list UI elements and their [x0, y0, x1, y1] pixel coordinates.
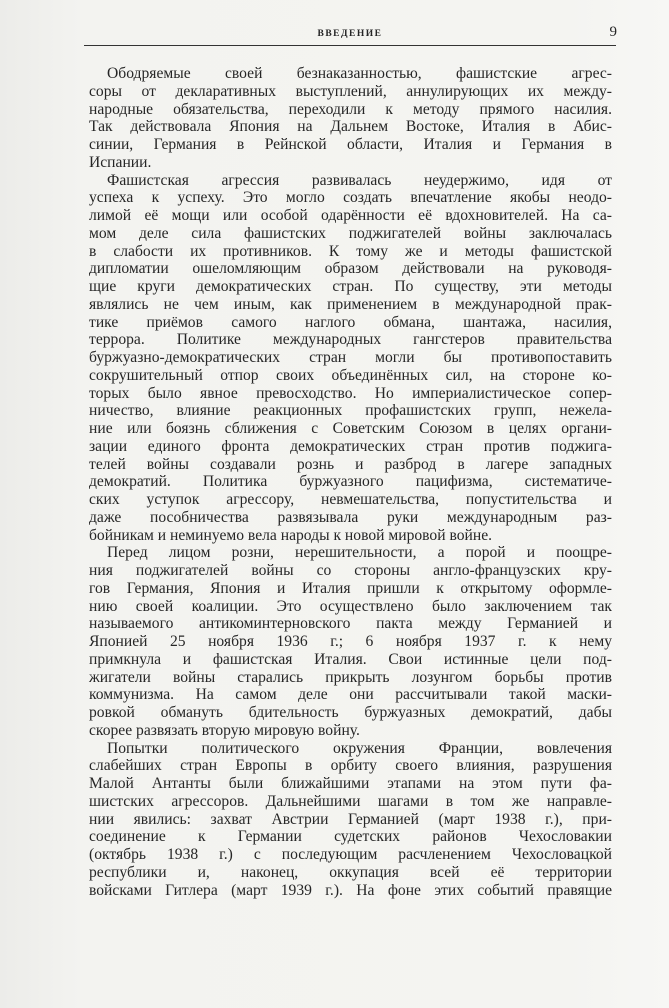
- text-line: соединение к Германии судетских районов Чехословакии: [89, 828, 612, 846]
- text-line: называемого антикоминтерновского пакта между Германией и: [89, 615, 612, 633]
- text-line: примкнула и фашистская Италия. Свои истинные цели под-: [89, 650, 612, 668]
- paragraph: [89, 172, 612, 545]
- text-line: демократий. Политика буржуазного пацифизма, систематиче-: [89, 473, 612, 491]
- text-line: успеха к успеху. Это могло создать впечатление якобы неодо-: [89, 189, 612, 207]
- text-line: (октябрь 1938 г.) с последующим расчленением Чехословацкой: [89, 846, 612, 863]
- paragraph: [89, 740, 612, 900]
- text-line: войсками Гитлера (март 1939 г.). На фоне этих событий правящие: [89, 881, 612, 899]
- paragraph: [89, 544, 612, 739]
- text-line: жигатели войны старались прикрыть лозунгом борьбы против: [89, 668, 612, 686]
- text-line: даже пособничества развязывала руки международным раз-: [89, 508, 612, 526]
- text-line: коммунизма. На самом деле они рассчитывали такой маски-: [89, 686, 612, 704]
- text-line: шистских агрессоров. Дальнейшими шагами в том же направле-: [89, 792, 612, 810]
- text-line: ровкой обмануть бдительность буржуазных демократий, дабы: [89, 704, 612, 721]
- text-line: террора. Политике международных гангстеров правительства: [89, 331, 612, 349]
- text-line: республики и, наконец, оккупация всей её территории: [89, 863, 612, 881]
- text-line: дипломатии ошеломляющим образом действовали на руководя-: [89, 260, 612, 278]
- text-line: Ободряемые своей безнаказанностью, фашистские агрес-: [107, 65, 612, 82]
- text-line: Малой Антанты были ближайшими этапами на этом пути фа-: [89, 775, 612, 792]
- text-line: слабейших стран Европы в орбиту своего влияния, разрушения: [89, 757, 612, 775]
- text-line: сокрушительный отпор своих объединённых сил, на стороне ко-: [89, 366, 612, 384]
- chapter-title: ВВЕДЕНИЕ: [317, 29, 383, 39]
- page-number: 9: [609, 24, 617, 40]
- text-line: Перед лицом розни, нерешительности, а порой и поощре-: [107, 544, 612, 562]
- paragraph: [89, 65, 612, 172]
- text-line: бойникам и неминуемо вела народы к новой мировой войне.: [89, 526, 493, 544]
- text-line: Попытки политического окружения Франции, вовлечения: [107, 739, 612, 757]
- body-text: [89, 65, 612, 899]
- text-line: мом деле сила фашистских поджигателей войны заключалась: [89, 224, 612, 242]
- text-line: торых было явное превосходство. Но империалистическое сопер-: [89, 384, 612, 402]
- text-line: являлись не чем иным, как применением в международной прак-: [89, 295, 612, 313]
- text-line: лимой её мощи или особой одарённости её вдохновителей. На са-: [89, 207, 612, 224]
- text-line: буржуазно-демократических стран могли бы противопоставить: [89, 349, 612, 366]
- text-line: Так действовала Япония на Дальнем Востоке, Италия в Абис-: [89, 118, 612, 136]
- text-line: зации единого фронта демократических стран против поджига-: [89, 437, 612, 455]
- text-line: нию своей коалиции. Это осуществлено было заключением так: [89, 597, 612, 615]
- text-line: народные обязательства, переходили к методу прямого насилия.: [89, 100, 612, 118]
- text-line: Японией 25 ноября 1936 г.; 6 ноября 1937 г. к нему: [89, 633, 612, 650]
- text-line: ние или боязнь сближения с Советским Союзом в целях органи-: [89, 420, 612, 437]
- text-line: Фашистская агрессия развивалась неудержимо, идя от: [107, 171, 612, 189]
- text-line: синии, Германия в Рейнской области, Италия и Германия в: [89, 136, 612, 153]
- text-line: телей войны создавали рознь и разброд в лагере западных: [89, 455, 612, 473]
- text-line: скорее развязать вторую мировую войну.: [89, 721, 360, 739]
- text-line: щие круги демократических стран. По существу, эти методы: [89, 278, 612, 295]
- running-head: [85, 26, 615, 42]
- text-line: ничество, влияние реакционных профашистских групп, нежела-: [89, 402, 612, 420]
- header-rule: [84, 45, 616, 46]
- text-line: тике приёмов самого наглого обмана, шантажа, насилия,: [89, 313, 612, 331]
- text-line: ских уступок агрессору, невмешательства, попустительства и: [89, 491, 612, 508]
- text-line: нии явились: захват Австрии Германией (март 1938 г.), при-: [89, 810, 612, 828]
- text-line: в слабости их противников. К тому же и методы фашистской: [89, 242, 612, 260]
- text-line: ния поджигателей войны со стороны англо-французских кру-: [89, 562, 612, 579]
- text-line: Испании.: [89, 153, 152, 171]
- text-line: гов Германия, Япония и Италия пришли к открытому оформле-: [89, 579, 612, 597]
- text-line: соры от декларативных выступлений, аннулирующих их между-: [89, 82, 612, 100]
